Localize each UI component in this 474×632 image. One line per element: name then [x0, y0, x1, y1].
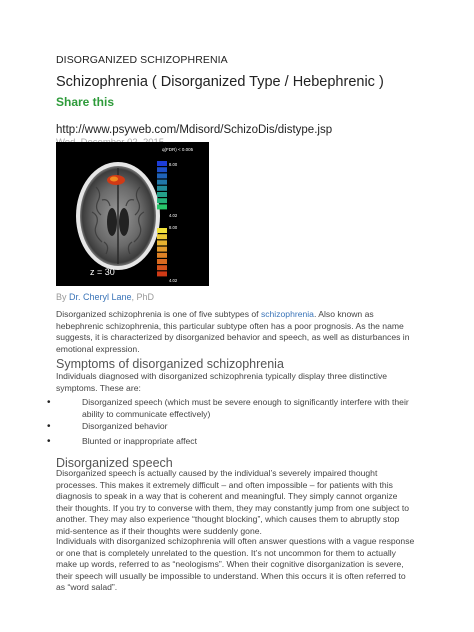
byline-prefix: By: [56, 292, 70, 302]
scale-swatch-negative: [157, 180, 167, 185]
scale-swatch-positive: [157, 253, 167, 258]
symptoms-lead: Individuals diagnosed with disorganized schizophrenia typically display three distinctive symptoms. These are:: [56, 371, 388, 393]
scale-swatch-negative: [157, 186, 167, 191]
scale-swatch-positive: [157, 265, 167, 270]
intro-text-rest: . Also known as hebephrenic schizophrenia, this particular subtype often has a poor prognosis. As the name suggests, it is characterized by disorganized behavior and speech, as well as disturbances in emotional expression.: [56, 309, 410, 354]
scale-swatch-positive: [157, 271, 167, 276]
speech-paragraph-1: Disorganized speech is actually caused by the individual’s severely impaired thought processes. This makes it extremely difficult – and often impossible – for patients with this diagnosis to speak in a way that is coherent and meaningful. They simply cannot organize their thoughts. If you try to converse with them, they may constantly jump from one subject to another. They may also experience “thought blocking”, which causes them to abruptly stop mid-sentence as if their thoughts were suddenly gone.: [56, 468, 409, 536]
bullet-icon: •: [47, 397, 51, 408]
byline-suffix: , PhD: [131, 292, 155, 302]
scale-tick-3: 8.00: [169, 225, 178, 230]
intro-paragraph: [56, 309, 416, 355]
scale-swatch-negative: [157, 192, 167, 197]
schizophrenia-link[interactable]: schizophrenia: [260, 309, 314, 319]
brain-scan-figure: [56, 142, 209, 286]
scale-swatch-positive: [157, 234, 167, 239]
scale-tick-2: 4.02: [169, 213, 178, 218]
scale-swatch-negative: [157, 204, 167, 209]
article-heading: Schizophrenia ( Disorganized Type / Hebephrenic ): [56, 74, 384, 90]
document-title: DISORGANIZED SCHIZOPHRENIA: [56, 54, 228, 66]
source-url[interactable]: http://www.psyweb.com/Mdisord/SchizoDis/distype.jsp: [56, 124, 333, 136]
list-item-text: Blunted or inappropriate affect: [82, 436, 197, 446]
byline: [56, 292, 154, 302]
share-link[interactable]: Share this: [56, 95, 115, 109]
scale-swatch-positive: [157, 259, 167, 264]
scale-tick-4: 4.02: [169, 278, 178, 283]
scale-swatch-negative: [157, 173, 167, 178]
scale-swatch-positive: [157, 240, 167, 245]
brain-scan-image: [56, 142, 209, 286]
scale-tick-1: 8.00: [169, 162, 178, 167]
bullet-icon: •: [47, 436, 51, 447]
slice-label: z = 30: [90, 267, 115, 277]
speech-paragraph-2: Individuals with disorganized schizophrenia will often answer questions with a vague response or one that is completely unrelated to the question. It’s not uncommon for them to actually make up words, referred to as “neologisms”. When their cognitive disorganization is severe, their speech will usually be impossible to understand. When this occurs it is often referred to as “word salad”.: [56, 536, 415, 592]
intro-text: Disorganized schizophrenia is one of five subtypes of: [56, 309, 261, 319]
list-item-text: Disorganized speech (which must be severe enough to significantly interfere with their ability to communicate effectively): [82, 397, 409, 419]
scale-swatch-negative: [157, 198, 167, 203]
scale-swatch-negative: [157, 161, 167, 166]
scale-swatch-negative: [157, 167, 167, 172]
symptoms-heading: Symptoms of disorganized schizophrenia: [56, 357, 284, 371]
scale-swatch-positive: [157, 228, 167, 233]
list-item-text: Disorganized behavior: [82, 421, 168, 431]
scale-swatch-positive: [157, 247, 167, 252]
speech-heading: Disorganized speech: [56, 456, 173, 470]
scale-title: q(FDR) < 0.005: [162, 147, 194, 152]
author-link[interactable]: Dr. Cheryl Lane: [69, 292, 132, 302]
bullet-icon: •: [47, 421, 51, 432]
